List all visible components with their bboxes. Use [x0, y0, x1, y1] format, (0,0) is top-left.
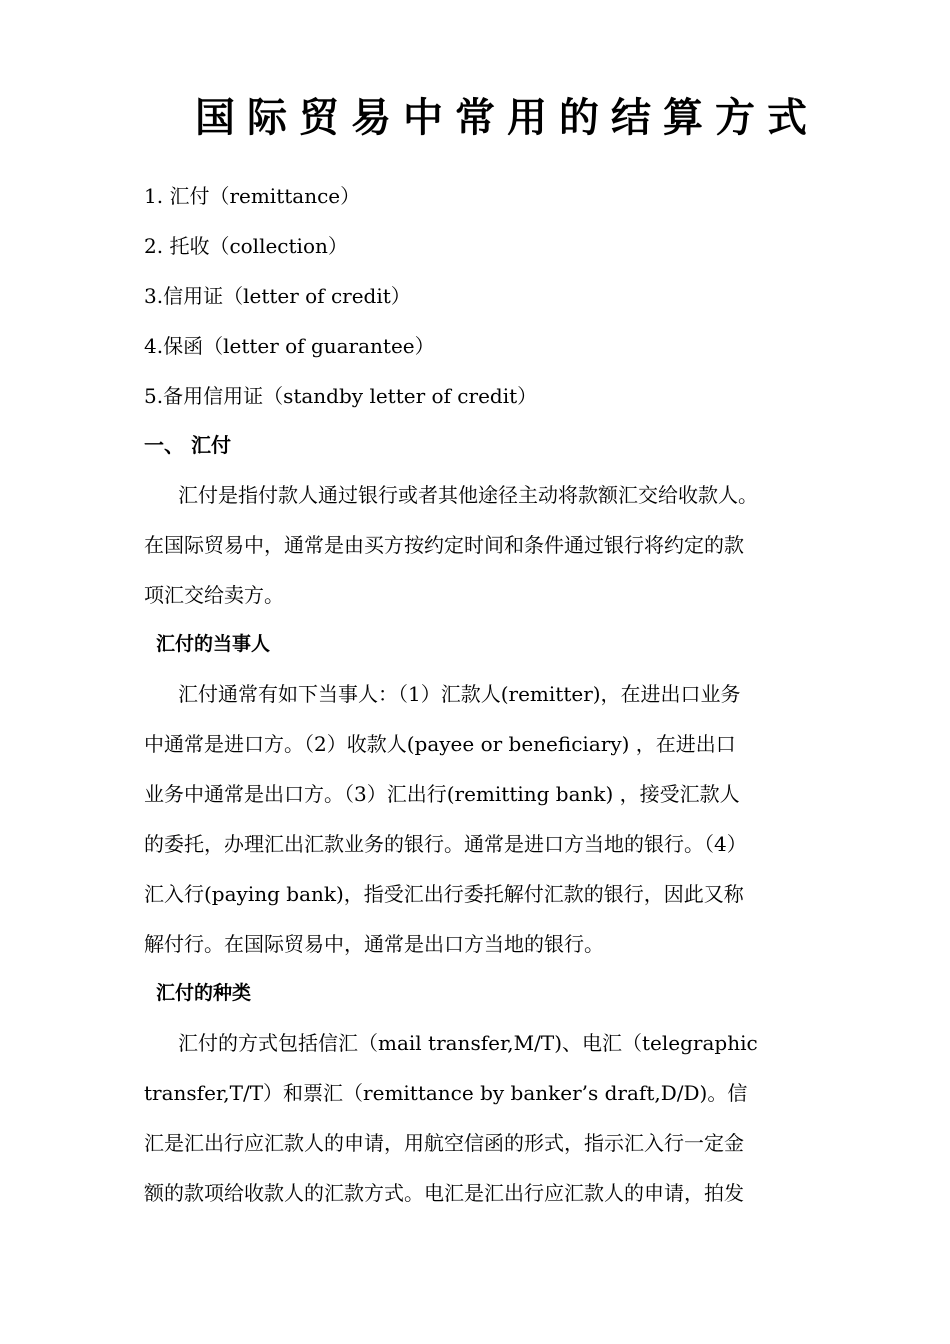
subheading-types: 汇付的种类 [156, 982, 252, 1004]
paragraph-line: 额的款项给收款人的汇款方式。电汇是汇出行应汇款人的申请，拍发 [144, 1181, 744, 1205]
paragraph-line: 的委托，办理汇出汇款业务的银行。通常是进口方当地的银行。（4） [144, 832, 747, 856]
paragraph-line: 在国际贸易中，通常是由买方按约定时间和条件通过银行将约定的款 [144, 533, 744, 557]
paragraph-line: 业务中通常是出口方。（3）汇出行(remitting bank) ，接受汇款人 [144, 782, 740, 806]
paragraph-line: 项汇交给卖方。 [144, 583, 284, 607]
paragraph-line: 汇是汇出行应汇款人的申请，用航空信函的形式，指示汇入行一定金 [144, 1131, 744, 1155]
method-item-letter-of-guarantee: 4.保函（letter of guarantee） [144, 334, 435, 358]
method-item-letter-of-credit: 3.信用证（letter of credit） [144, 284, 411, 308]
paragraph-line: transfer,T/T）和票汇（remittance by banker’s draft,D/D)。信 [144, 1081, 748, 1105]
paragraph-line: 中通常是进口方。（2）收款人(payee or beneficiary) ，在进出口 [144, 732, 736, 756]
method-item-remittance: 1. 汇付（remittance） [144, 184, 361, 208]
paragraph-line: 解付行。在国际贸易中，通常是出口方当地的银行。 [144, 932, 604, 956]
paragraph-line: 汇付是指付款人通过银行或者其他途径主动将款额汇交给收款人。 [178, 483, 758, 507]
paragraph-line: 汇入行(paying bank)，指受汇出行委托解付汇款的银行，因此又称 [144, 882, 744, 906]
method-item-collection: 2. 托收（collection） [144, 234, 348, 258]
document-title: 国际贸易中常用的结算方式 [195, 95, 819, 141]
paragraph-line: 汇付通常有如下当事人：（1）汇款人(remitter)，在进出口业务 [178, 682, 741, 706]
subheading-parties: 汇付的当事人 [156, 633, 271, 655]
method-item-standby-letter-of-credit: 5.备用信用证（standby letter of credit） [144, 384, 538, 408]
section-heading-remittance: 一、 汇付 [144, 433, 231, 457]
paragraph-line: 汇付的方式包括信汇（mail transfer,M/T)、电汇（telegraphic [178, 1031, 758, 1055]
